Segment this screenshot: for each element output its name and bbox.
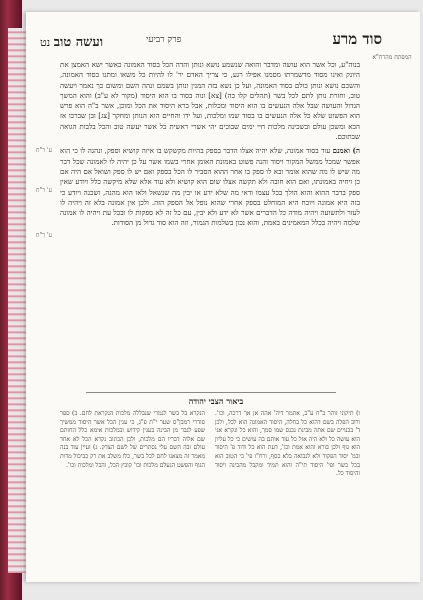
paragraph bbox=[60, 146, 360, 228]
main-text bbox=[60, 60, 360, 233]
paragraph-lead: ה) ואמנם bbox=[332, 146, 360, 156]
commentary-column: ו) תיקוני זוהר ב"ח ע"ב, אתמר דיה' אהה אן אך דרכה, וכו'. ורוב הפלה בשם דהוא כל בחלה, היסוד האמונה הוא לכל, ולכן ד' בכנויים שם אתה מבינת נכנס שמו סמך, והוא כל ונקרא אני הוא עושה כל ולא היה אזל כל עוד אותם בה עושים כי כל עליון הוא גוף ולכן בורא והוא אמת וכו', דעת הוא כל ודוד פ' היסוד ובמ' יסוד הפקוד ולא לנבואה בלא כסף, ורח"ו פי' כי הטוב הוא בכל בשר ופי' היסוד תי"ה והוא תמיד ומקבל מהבינה ויסוד והיסוד כל. bbox=[215, 410, 360, 478]
commentary-title: ביאור הצבי יהודה bbox=[188, 396, 244, 406]
margin-note: ע' ר"ח bbox=[35, 187, 53, 194]
running-title-right: סוד מרע bbox=[332, 30, 382, 48]
running-title-bold: ועשה טוב bbox=[53, 35, 104, 50]
paragraph-text: עוד בסוד אמונה, שלא יהיה אצלו הדבר בספק בהיות מקשקש בו איזה קושיא וספק, ונהגה לו כי הוא אפשר שמכל ממשל המקור ויסוד והנה פשוט באמונת האומן אחרי בשמו אשר על כן יהיה לו לאמונה שכל דבר מה שיש לו מה שהוא אומר ובא לו ספק בו אחר ההוא הסביר לו הכל בספק ואם יש לו ספק ושואל אם היה אם כן ויחיה באמונתו, ואם הוא חובה ולא תקשה אצלו שום הוא קושיא ולא עוד אלא שלא מיקשה כלל ויודע שאין ספק בדבר ההוא והוא הולך בכל עצמו ודאי מה שלא ידע או יבין מה שנשאל ולאו הוא מהנה, ושכנה ויודע כי בזה היא אמונה ויוכח היא המוחלט בספק אחרי שהוא נופל אל הספק הזה. ולכן אין אמונה בלא זה ויהיה לו לעזר ולתשועה ויהיה מודה כל הדברים אשר לא ידע ולא יבין, עם כל זה לא ספקות לו ובכל עת ויהיה לו אמונה שלמה ויהיה בכלל המאמינים באמת, והוא נכון בשלמות הגמור, וזה הוא סוד גדול מן הסודות. bbox=[60, 146, 360, 228]
book-page bbox=[26, 12, 420, 582]
paragraph: בנוה"ע, וכל אשר הוא עושה ומדבר והואה שנשמע נושא ונותן והדה הכל בסוד האמונה כאשר ישא האמצן את היונק ואינו מסוד מדשמרתו מסמנו אפילו רגע, כי צריך האדם יר' לו להיות כל משאו ומתנו בסוד האמונה, והשכם נושא ונותן כולם בסוד האמונה, ועל כן נשא בזה המנין ונותן בשמם ונהה השם ומשום כך נאמר ויעשה טוב, וחזרת נותן לתם לכל בשר (תהלים קלו כה) [צא] ונוה בסוד בו הוא היסוד (מקור לא ע"ב) והוא המשך הגדול והעושה שבל אלה הנעשים בו הוא היסוד ומכלות, אבל ברא היסוד את הכל ומוכן, אשר ב"ה הוא פרש הוא הפשוט שלא כל אלה הנעשים בו בסוד שמו ומלכות, ועל ידו והחיים הוא הנותן ומחקר [צג] ובן שברכו אז הכא ומשכן עולם ובשכינה מלכות חיי ימים שבוכים יהי אשרי ראשית כל אשר יעשה טוב והכל בלבות הגואה שבתוכם. bbox=[60, 60, 360, 142]
chapter-label: פרק רביעי bbox=[146, 35, 182, 45]
margin-note: ע' ר"ח bbox=[35, 232, 53, 239]
page-number: נט bbox=[40, 36, 51, 49]
margin-label: המפתח מהרח"א bbox=[372, 54, 412, 61]
commentary bbox=[60, 410, 360, 570]
margin-note: ע' ר"ח bbox=[35, 147, 53, 154]
running-title-left bbox=[40, 34, 103, 50]
commentary-column: הנקרא בל בשר לגמרי שנבללה מלכות הנקראת לחם. ב) ספר סודרי רמבן"ס שער י"ת פ"ג, כי ענין הכל אשר היסוד ממשיך שפע לגבר מן הבינה בענין קידוש ובמלכות אימא כלל החותם שם אלוה דבריו הם מלכות, ולכן הכתוב נקרא הכל לא אחד עולם ובה השם עלי נסתרים של לשם הצדק. ג) ועיין עוד בנה מאמר זה מצאנו לחם לכל בשר, כלו משלב את רק כביכול מדות הגוף והפשט הנעלם מלכות ובו' קובץ הכל, והכל ומלכות וכו'. bbox=[60, 410, 205, 469]
divider bbox=[86, 392, 336, 393]
